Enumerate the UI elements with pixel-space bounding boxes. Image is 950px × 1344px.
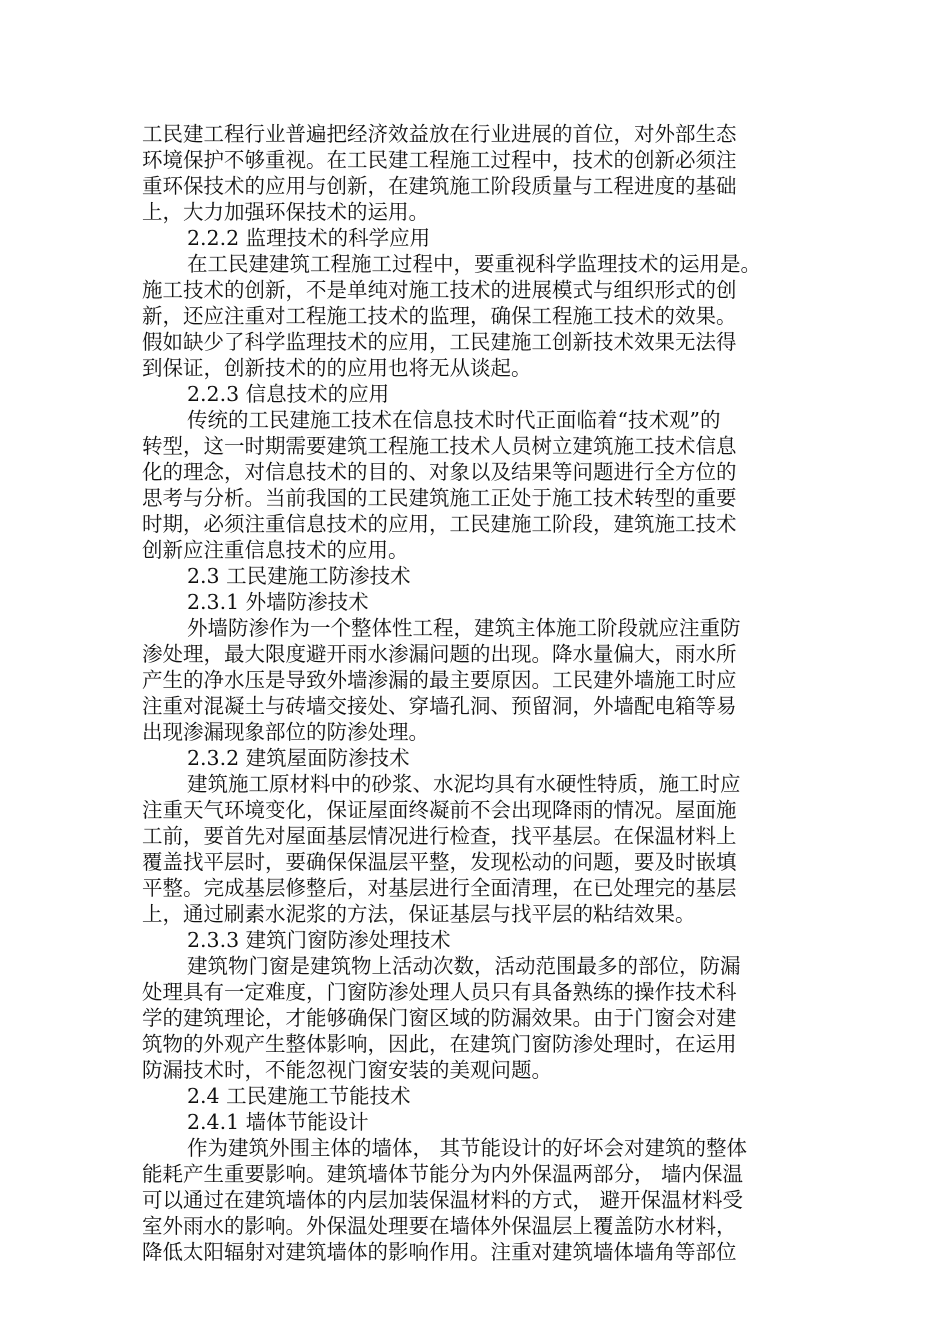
section-heading: 2.4.1 墙体节能设计 — [187, 1110, 369, 1134]
paragraph-line: 处理具有一定难度，门窗防渗处理人员只有具备熟练的操作技术科 — [142, 980, 737, 1004]
paragraph-line: 上，通过刷素水泥浆的方法，保证基层与找平层的粘结效果。 — [142, 902, 696, 926]
paragraph-line: 创新应注重信息技术的应用。 — [142, 538, 409, 562]
paragraph-line: 平整。完成基层修整后，对基层进行全面清理，在已处理完的基层 — [142, 876, 737, 900]
paragraph-line: 建筑物门窗是建筑物上活动次数，活动范围最多的部位，防漏 — [187, 954, 741, 978]
paragraph-line: 室外雨水的影响。外保温处理要在墙体外保温层上覆盖防水材料， — [142, 1214, 737, 1238]
paragraph-line: 到保证，创新技术的的应用也将无从谈起。 — [142, 356, 532, 380]
paragraph-line: 转型，这一时期需要建筑工程施工技术人员树立建筑施工技术信息 — [142, 434, 737, 458]
paragraph-line: 思考与分析。当前我国的工民建筑施工正处于施工技术转型的重要 — [142, 486, 737, 510]
section-heading: 2.2.2 监理技术的科学应用 — [187, 226, 431, 250]
section-heading: 2.3.3 建筑门窗防渗处理技术 — [187, 928, 451, 952]
section-heading: 2.2.3 信息技术的应用 — [187, 382, 390, 406]
paragraph-line: 可以通过在建筑墙体的内层加装保温材料的方式， 避开保温材料受 — [142, 1188, 744, 1212]
paragraph-line: 注重对混凝土与砖墙交接处、穿墙孔洞、预留洞，外墙配电箱等易 — [142, 694, 737, 718]
paragraph-line: 学的建筑理论，才能够确保门窗区域的防漏效果。由于门窗会对建 — [142, 1006, 737, 1030]
section-heading: 2.4 工民建施工节能技术 — [187, 1084, 411, 1108]
paragraph-line: 注重天气环境变化，保证屋面终凝前不会出现降雨的情况。屋面施 — [142, 798, 737, 822]
paragraph-line: 施工技术的创新，不是单纯对施工技术的进展模式与组织形式的创 — [142, 278, 737, 302]
paragraph-line: 新，还应注重对工程施工技术的监理，确保工程施工技术的效果。 — [142, 304, 737, 328]
paragraph-line: 建筑施工原材料中的砂浆、水泥均具有水硬性特质，施工时应 — [187, 772, 741, 796]
paragraph-line: 传统的工民建施工技术在信息技术时代正面临着“技术观”的 — [187, 408, 721, 432]
paragraph-line: 假如缺少了科学监理技术的应用，工民建施工创新技术效果无法得 — [142, 330, 737, 354]
paragraph-line: 化的理念，对信息技术的目的、对象以及结果等问题进行全方位的 — [142, 460, 737, 484]
section-heading: 2.3.2 建筑屋面防渗技术 — [187, 746, 410, 770]
paragraph-line: 工前，要首先对屋面基层情况进行检查，找平基层。在保温材料上 — [142, 824, 737, 848]
paragraph-line: 环境保护不够重视。在工民建工程施工过程中，技术的创新必须注 — [142, 148, 737, 172]
paragraph-line: 重环保技术的应用与创新，在建筑施工阶段质量与工程进度的基础 — [142, 174, 737, 198]
paragraph-line: 渗处理，最大限度避开雨水渗漏问题的出现。降水量偏大，雨水所 — [142, 642, 737, 666]
paragraph-line: 时期，必须注重信息技术的应用，工民建施工阶段，建筑施工技术 — [142, 512, 737, 536]
paragraph-line: 防漏技术时，不能忽视门窗安装的美观问题。 — [142, 1058, 552, 1082]
paragraph-line: 外墙防渗作为一个整体性工程，建筑主体施工阶段就应注重防 — [187, 616, 741, 640]
paragraph-line: 降低太阳辐射对建筑墙体的影响作用。注重对建筑墙体墙角等部位 — [142, 1240, 737, 1264]
paragraph-line: 覆盖找平层时，要确保保温层平整，发现松动的问题，要及时嵌填 — [142, 850, 737, 874]
paragraph-line: 筑物的外观产生整体影响，因此，在建筑门窗防渗处理时，在运用 — [142, 1032, 737, 1056]
paragraph-line: 上，大力加强环保技术的运用。 — [142, 200, 429, 224]
paragraph-line: 出现渗漏现象部位的防渗处理。 — [142, 720, 429, 744]
document-body — [142, 121, 798, 1265]
section-heading: 2.3 工民建施工防渗技术 — [187, 564, 411, 588]
paragraph-line: 作为建筑外围主体的墙体， 其节能设计的好坏会对建筑的整体 — [187, 1136, 748, 1160]
section-heading: 2.3.1 外墙防渗技术 — [187, 590, 369, 614]
paragraph-line: 能耗产生重要影响。建筑墙体节能分为内外保温两部分， 墙内保温 — [142, 1162, 744, 1186]
paragraph-line: 在工民建建筑工程施工过程中，要重视科学监理技术的运用是。 — [187, 252, 761, 276]
paragraph-line: 产生的净水压是导致外墙渗漏的最主要原因。工民建外墙施工时应 — [142, 668, 737, 692]
paragraph-line: 工民建工程行业普遍把经济效益放在行业进展的首位，对外部生态 — [142, 122, 737, 146]
